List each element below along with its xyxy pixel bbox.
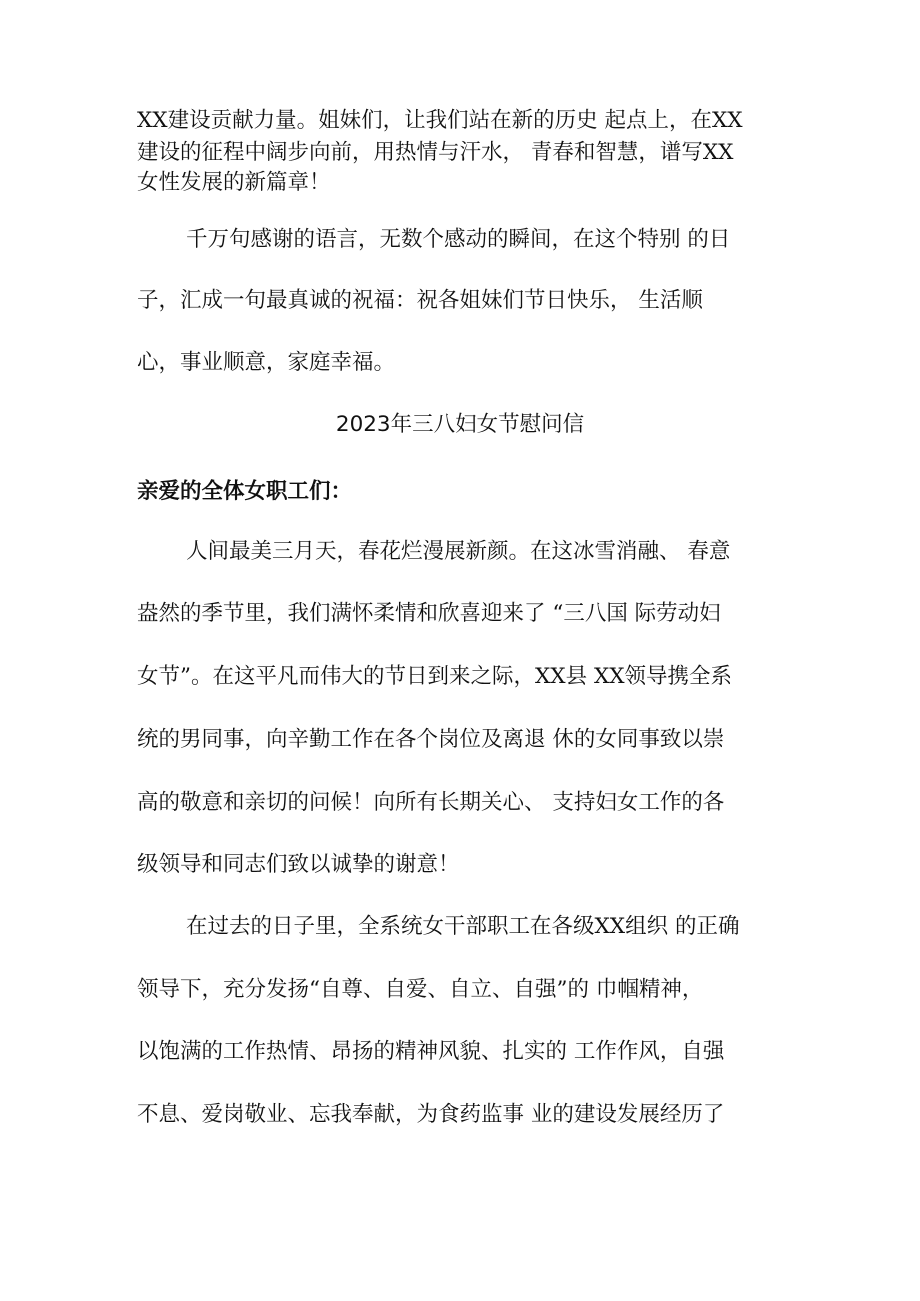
letter-title: 2023年三八妇女节慰问信 <box>335 412 585 437</box>
paragraph-line: 心，事业顺意，家庭幸福。 <box>137 350 396 375</box>
paragraph-line: 级领导和同志们致以诚挚的谢意！ <box>137 852 460 877</box>
paragraph-line: 领导下，充分发扬“自尊、自爱、自立、自强”的 巾帼精神， <box>137 977 704 1002</box>
paragraph-line: 统的男同事，向辛勤工作在各个岗位及离退 休的女同事致以崇 <box>137 727 725 752</box>
paragraph-line: 人间最美三月天，春花烂漫展新颜。在这冰雪消融、 春意 <box>186 539 731 564</box>
paragraph-line: 子，汇成一句最真诚的祝福：祝各姐妹们节日快乐， 生活顺 <box>137 288 703 313</box>
paragraph-line: 在过去的日子里，全系统女干部职工在各级XX组织 的正确 <box>186 914 740 939</box>
paragraph-line: 女节”。在这平凡而伟大的节日到来之际，XX县 XX领导携全系 <box>137 664 733 689</box>
paragraph-line: 高的敬意和亲切的问候！向所有长期关心、 支持妇女工作的各 <box>137 790 725 815</box>
paragraph-line: XX建设贡献力量。姐妹们，让我们站在新的历史 起点上，在XX <box>137 108 743 133</box>
paragraph-line: 女性发展的新篇章！ <box>137 170 331 195</box>
paragraph-line: 千万句感谢的语言，无数个感动的瞬间，在这个特别 的日 <box>186 227 731 252</box>
letter-salutation: 亲爱的全体女职工们： <box>137 479 353 504</box>
paragraph-line: 不息、爱岗敬业、忘我奉献，为食药监事 业的建设发展经历了 <box>137 1102 725 1127</box>
paragraph-line: 盎然的季节里，我们满怀柔情和欣喜迎来了 “三八国 际劳动妇 <box>137 601 721 626</box>
paragraph-line: 建设的征程中阔步向前，用热情与汗水， 青春和智慧，谱写XX <box>137 140 734 165</box>
paragraph-line: 以饱满的工作热情、昂扬的精神风貌、扎实的 工作作风，自强 <box>137 1039 725 1064</box>
